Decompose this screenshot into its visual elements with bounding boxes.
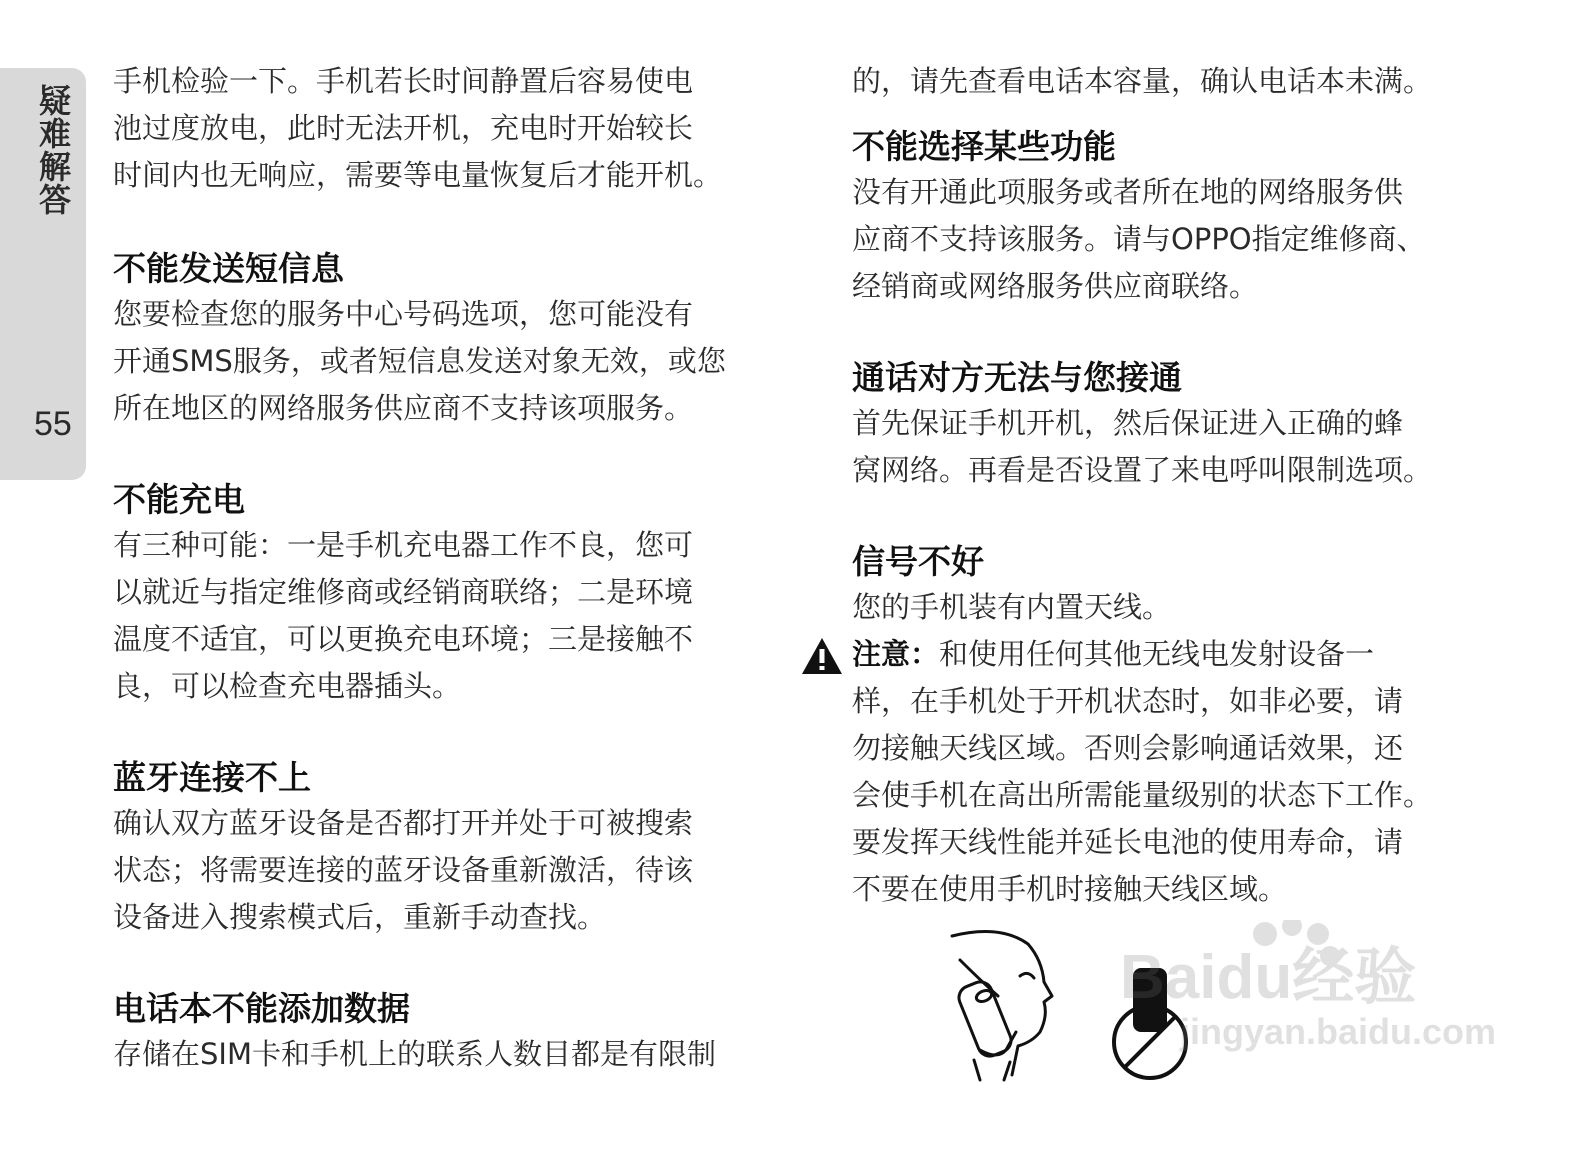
body-line: 良，可以检查充电器插头。: [113, 669, 462, 703]
right-column: [852, 58, 1532, 913]
section-heading-phonebook: 电话本不能添加数据: [113, 989, 410, 1028]
intro-line: 的，请先查看电话本容量，确认电话本未满。: [852, 64, 1433, 98]
section-heading-bluetooth: 蓝牙连接不上: [113, 758, 311, 797]
page-number: 55: [34, 405, 72, 443]
note-label: 注意：: [852, 637, 940, 671]
watermark-logo: Baidu经验: [1120, 943, 1417, 1012]
body-line: 设备进入搜索模式后，重新手动查找。: [113, 900, 607, 934]
body-line: 您的手机装有内置天线。: [852, 590, 1172, 624]
watermark-url: jingyan.baidu.com: [1180, 1011, 1497, 1052]
body-line: 开通SMS服务，或者短信息发送对象无效，或您: [113, 344, 726, 378]
section-heading-functions: 不能选择某些功能: [852, 127, 1116, 166]
body-line: 窝网络。再看是否设置了来电呼叫限制选项。: [852, 453, 1433, 487]
body-line: 温度不适宜，可以更换充电环境；三是接触不: [113, 622, 694, 656]
note-line: 会使手机在高出所需能量级别的状态下工作。: [852, 778, 1433, 812]
body-line: 所在地区的网络服务供应商不支持该项服务。: [113, 391, 694, 425]
note-line: 不要在使用手机时接触天线区域。: [852, 872, 1288, 906]
note-line: 要发挥天线性能并延长电池的使用寿命，请: [852, 825, 1404, 859]
body-line: 首先保证手机开机，然后保证进入正确的蜂: [852, 406, 1404, 440]
body-line: 确认双方蓝牙设备是否都打开并处于可被搜索: [113, 806, 694, 840]
baidu-watermark: [1120, 920, 1496, 1052]
body-line: 以就近与指定维修商或经销商联络；二是环境: [113, 575, 694, 609]
body-line: 应商不支持该服务。请与OPPO指定维修商、: [852, 222, 1426, 256]
note-first-line: 和使用任何其他无线电发射设备一: [939, 637, 1375, 671]
note-line: 勿接触天线区域。否则会影响通话效果，还: [852, 731, 1404, 765]
body-line: 状态；将需要连接的蓝牙设备重新激活，待该: [113, 853, 694, 887]
section-heading-charging: 不能充电: [113, 480, 245, 519]
section-heading-call: 通话对方无法与您接通: [852, 358, 1182, 397]
body-line: 经销商或网络服务供应商联络。: [852, 269, 1259, 303]
body-line: 您要检查您的服务中心号码选项，您可能没有: [113, 297, 694, 331]
intro-line: 手机检验一下。手机若长时间静置后容易使电: [113, 64, 694, 98]
antenna-illustration: [940, 920, 1500, 1090]
section-heading-sms: 不能发送短信息: [113, 249, 344, 288]
intro-line: 时间内也无响应，需要等电量恢复后才能开机。: [113, 158, 723, 192]
warning-icon: [800, 636, 844, 676]
note-line: 样，在手机处于开机状态时，如非必要，请: [852, 684, 1404, 718]
body-line: 存储在SIM卡和手机上的联系人数目都是有限制: [113, 1037, 716, 1071]
body-line: 有三种可能：一是手机充电器工作不良，您可: [113, 528, 694, 562]
sidebar-title: 疑难解答: [34, 84, 72, 216]
left-column: [113, 58, 778, 1078]
intro-line: 池过度放电，此时无法开机，充电时开始较长: [113, 111, 694, 145]
head-with-phone-icon: [952, 932, 1052, 1081]
section-heading-signal: 信号不好: [852, 542, 984, 581]
body-line: 没有开通此项服务或者所在地的网络服务供: [852, 175, 1404, 209]
warning-note: [852, 631, 1532, 913]
